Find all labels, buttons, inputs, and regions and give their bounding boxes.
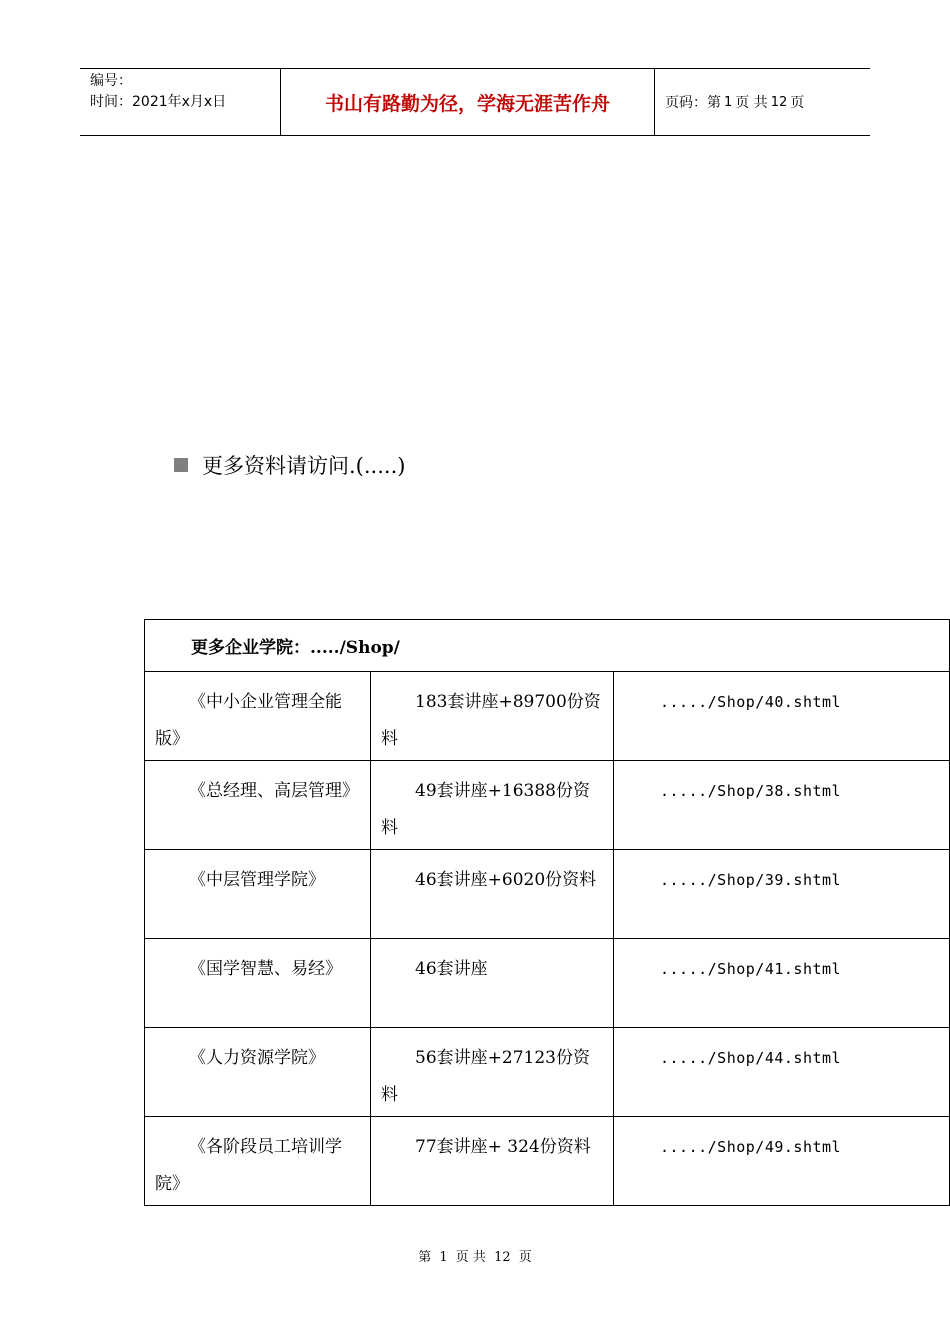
row-link[interactable]: ...../Shop/44.shtml [660, 1049, 842, 1067]
row-name: 《中小企业管理全能版》 [155, 692, 342, 749]
header-meta [80, 69, 281, 135]
row-link[interactable]: ...../Shop/49.shtml [660, 1138, 842, 1156]
page-mid: 页 共 [735, 95, 768, 111]
footer-mid: 页 共 [455, 1250, 486, 1265]
row-link[interactable]: ...../Shop/38.shtml [660, 782, 842, 800]
footer-current: 1 [439, 1250, 448, 1265]
row-content: 56套讲座+27123份资料 [381, 1048, 590, 1105]
footer-suffix: 页 [518, 1250, 532, 1265]
academy-table [144, 619, 950, 1206]
page-prefix: 页码：第 [665, 95, 721, 111]
header-motto: 书山有路勤为径，学海无涯苦作舟 [324, 92, 610, 115]
table-row [145, 1117, 950, 1206]
row-content: 49套讲座+16388份资料 [381, 781, 590, 838]
page-current: 1 [724, 94, 733, 110]
row-name: 《人力资源学院》 [189, 1048, 325, 1068]
row-content: 46套讲座+6020份资料 [415, 870, 597, 890]
time-label: 时间：2021年x月x日 [90, 94, 227, 110]
page-total: 12 [770, 94, 788, 110]
row-content: 46套讲座 [415, 959, 488, 979]
header-page-info [655, 69, 870, 135]
row-content: 183套讲座+89700份资料 [381, 692, 601, 749]
page-footer [0, 1246, 950, 1265]
row-name: 《中层管理学院》 [189, 870, 325, 890]
footer-prefix: 第 [418, 1250, 432, 1265]
row-link[interactable]: ...../Shop/39.shtml [660, 871, 842, 889]
row-name: 《总经理、高层管理》 [189, 781, 359, 801]
row-link[interactable]: ...../Shop/41.shtml [660, 960, 842, 978]
row-name: 《各阶段员工培训学院》 [155, 1137, 342, 1194]
table-row [145, 672, 950, 761]
row-name: 《国学智慧、易经》 [189, 959, 342, 979]
table-title-row [145, 620, 950, 672]
more-info-text: 更多资料请访问.(.....) [202, 454, 406, 478]
document-header [80, 68, 870, 136]
row-content: 77套讲座+ 324份资料 [415, 1137, 591, 1157]
header-motto-cell [281, 69, 655, 135]
more-info-line [174, 450, 405, 480]
serial-label: 编号： [90, 73, 132, 89]
square-bullet-icon [174, 458, 188, 472]
table-row [145, 939, 950, 1028]
table-row [145, 761, 950, 850]
table-row [145, 1028, 950, 1117]
table-title: 更多企业学院：...../Shop/ [145, 620, 950, 672]
footer-total: 12 [494, 1250, 511, 1265]
row-link[interactable]: ...../Shop/40.shtml [660, 693, 842, 711]
page-suffix: 页 [790, 95, 805, 111]
table-row [145, 850, 950, 939]
